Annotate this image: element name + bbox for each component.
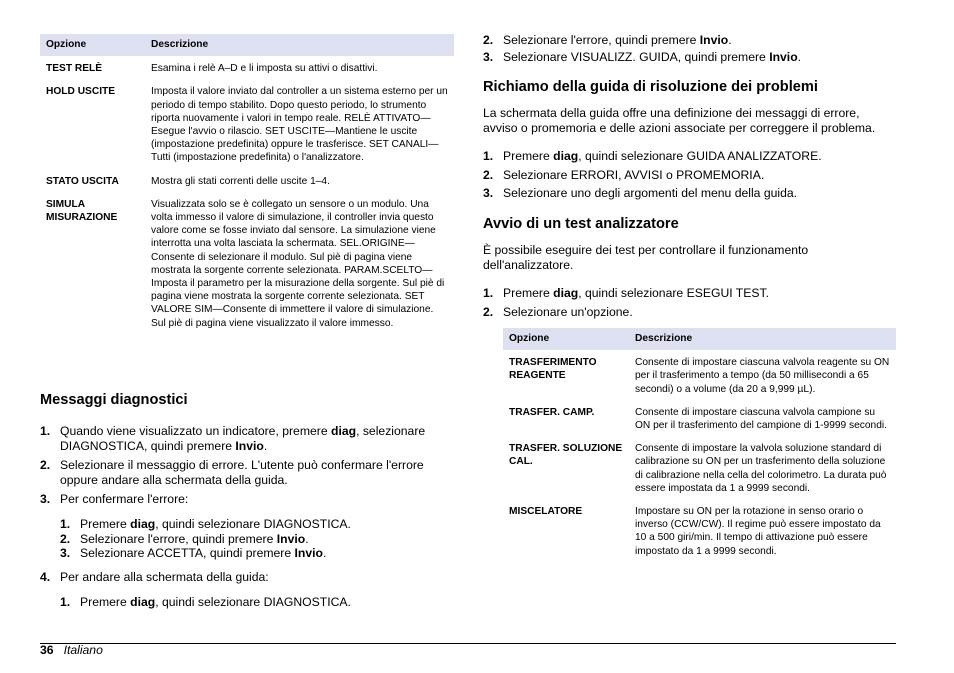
section-title-troubleshooting: Richiamo della guida di risoluzione dei problemi	[483, 79, 818, 95]
table-row	[503, 350, 896, 406]
table-row	[40, 56, 454, 85]
table-row	[503, 505, 896, 568]
options-table-right	[503, 328, 896, 568]
list-item: 3. Selezionare uno degli argomenti del menu della guida.	[483, 186, 798, 201]
diagnostics-step-4	[40, 570, 454, 585]
row-description: Mostra gli stati correnti delle uscite 1–4.	[151, 175, 330, 187]
row-description: Consente di impostare ciascuna valvola reagente su ON per il trasferimento a tempo (da 50 millisecondi a 65 secondi) o a volume (da 20 a 9,999 µL).	[635, 357, 890, 395]
page-footer	[40, 643, 103, 657]
table-row	[40, 198, 454, 340]
table-header-description: Descrizione	[145, 34, 454, 56]
footer-language: Italiano	[63, 643, 103, 657]
list-item: 1. Premere diag, quindi selezionare ESEGUI TEST.	[483, 286, 769, 300]
list-item: 1. Quando viene visualizzato un indicatore, premere diag, selezionare DIAGNOSTICA, quindi premere Invio.	[40, 424, 426, 453]
row-option: TRASFERIMENTO REAGENTE	[509, 357, 597, 382]
table-row	[40, 85, 454, 174]
row-option: TEST RELÈ	[46, 63, 103, 75]
row-option: MISCELATORE	[509, 506, 583, 518]
analyzer-test-body: È possibile eseguire dei test per controllare il funzionamento dell'analizzatore.	[483, 243, 809, 272]
row-option: HOLD USCITE	[46, 86, 116, 98]
table-header-row	[40, 34, 454, 56]
table-header-option: Opzione	[40, 34, 145, 56]
list-item: 2. Selezionare il messaggio di errore. L'utente può confermare l'errore oppure andare alla schermata della guida.	[40, 458, 424, 487]
row-description: Esamina i relè A–D e li imposta su attivi o disattivi.	[151, 63, 378, 75]
section-title-analyzer-test: Avvio di un test analizzatore	[483, 216, 679, 232]
table-header-row	[503, 328, 896, 350]
row-description: Visualizzata solo se è collegato un sensore o un modulo. Una volta immesso il valore di simulazione, il controller invia questo valore come se fosse inviato dal sensore. La simulazione viene interrotta una volta lasciata la schermata. SEL.ORIGINE—Consente di selezionare il modulo. Sul piè di pagina viene mostrata la sorgente corrente selezionata. PARAM.SCELTO—Imposta il parametro per la misurazione della sorgente. Sul piè di pagina viene mostrata la sorgente corrente selezionata. SET VALORE SIM—Consente di immettere il valore di simulazione. Sul piè di pagina viene visualizzato il valore immesso.	[151, 198, 445, 329]
table-row	[40, 175, 454, 198]
list-item: 2. Selezionare l'errore, quindi premere Invio.	[483, 33, 732, 47]
row-description: Impostare su ON per la rotazione in senso orario o inverso (CCW/CW). Il regime può essere impostato da 10 a 500 giri/min. Il tempo di attivazione può essere impostato da 1 a 9999 secondi.	[635, 506, 881, 557]
list-item: 2. Selezionare l'errore, quindi premere Invio.	[60, 531, 309, 546]
row-option: TRASFER. SOLUZIONE CAL.	[509, 443, 623, 468]
help-screen-substeps	[60, 595, 454, 610]
list-item: 3. Selezionare VISUALIZZ. GUIDA, quindi premere Invio.	[483, 49, 802, 64]
analyzer-test-steps	[483, 286, 896, 319]
section-title-diagnostics: Messaggi diagnostici	[40, 392, 188, 408]
table-header-option: Opzione	[503, 328, 629, 350]
list-item: 3. Per confermare l'errore:	[40, 492, 189, 507]
footer-divider	[40, 643, 896, 644]
row-option: SIMULA MISURAZIONE	[46, 198, 118, 224]
options-table-left	[40, 34, 454, 340]
list-item: 1. Premere diag, quindi selezionare DIAGNOSTICA.	[60, 517, 351, 531]
row-description: Consente di impostare la valvola soluzione standard di calibrazione su ON per un trasferimento della soluzione di calibrazione nella cella del colorimetro. La durata può essere impostata da 1 a 9999 secondi.	[635, 443, 887, 494]
page-number: 36	[40, 643, 54, 657]
continued-steps	[483, 33, 896, 64]
row-option: STATO USCITA	[46, 175, 119, 187]
table-row	[503, 406, 896, 442]
list-item: 3. Selezionare ACCETTA, quindi premere Invio.	[60, 546, 327, 561]
list-item: 2. Selezionare ERRORI, AVVISI o PROMEMORIA.	[483, 167, 765, 182]
troubleshooting-body: La schermata della guida offre una definizione dei messaggi di errore, avviso o promemoria e delle azioni associate per correggere il problema.	[483, 106, 876, 135]
row-description: Imposta il valore inviato dal controller a un sistema esterno per un periodo di tempo stabilito. Dopo questo periodo, lo strumento riporta nuovamente i valori in tempo reale. RELÈ ATTIVATO—Esegue l'avvio o rilascio. SET USCITE—Mantiene le uscite (impostazione predefinita) oppure le trasferisce. SET CANALI—Tutti (impostazione predefinita) o l'analizzatore.	[151, 86, 448, 164]
list-item: 4. Per andare alla schermata della guida:	[40, 570, 269, 584]
list-item: 1. Premere diag, quindi selezionare DIAGNOSTICA.	[60, 595, 351, 609]
list-item: 2. Selezionare un'opzione.	[483, 304, 633, 319]
list-item: 1. Premere diag, quindi selezionare GUIDA ANALIZZATORE.	[483, 149, 822, 163]
row-description: Consente di impostare ciascuna valvola campione su ON per il trasferimento del campione di 1-9999 secondi.	[635, 406, 887, 432]
diagnostics-steps	[40, 424, 454, 507]
confirm-error-substeps	[60, 517, 454, 561]
row-option: TRASFER. CAMP.	[509, 406, 595, 418]
troubleshooting-steps	[483, 149, 896, 201]
table-header-description: Descrizione	[629, 328, 896, 350]
table-row	[503, 442, 896, 505]
